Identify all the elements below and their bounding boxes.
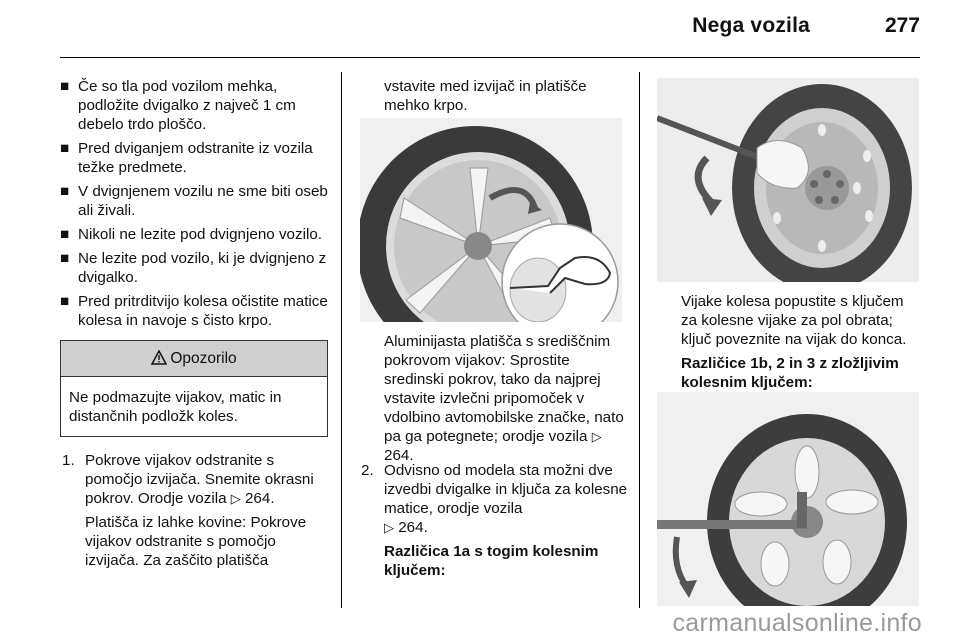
header-rule <box>60 57 920 58</box>
bullet-item: ■ V dvignjenem vozilu ne sme biti oseb ali živali. <box>60 183 328 219</box>
bullet-item: ■ Pred dviganjem odstranite iz vozila težke predmete. <box>60 140 313 176</box>
warning-header <box>61 341 327 377</box>
variant-1a-heading: Različica 1a s togim kolesnim ključem: <box>384 543 599 579</box>
step-2: 2. Odvisno od modela sta možni dve izvedbi dvigalke in ključa za kolesne matice, orodje vozila ▷ 264. <box>361 462 628 536</box>
bullet-item: ■ Pred pritrditvijo kolesa očistite matice kolesa in navoje s čisto krpo. <box>60 293 328 329</box>
column-2-step <box>359 461 629 585</box>
header-title: Nega vozila <box>692 14 810 37</box>
wheel-wrench-illustration <box>657 78 919 282</box>
warning-box <box>60 340 328 437</box>
bullet-item: ■ Ne lezite pod vozilo, ki je dvignjeno z dvigalko. <box>60 250 327 286</box>
warning-title: Opozorilo <box>170 350 237 367</box>
warning-triangle-icon <box>151 350 167 370</box>
page-ref-icon: ▷ <box>384 520 394 535</box>
bullet-item: ■ Nikoli ne lezite pod dvignjeno vozilo. <box>60 226 322 243</box>
column-divider-1 <box>341 72 342 608</box>
page-ref-icon: ▷ <box>591 429 602 444</box>
alloy-wheel-caption: Aluminijasta platišča s središčnim pokrovom vijakov: Sprostite sredinski pokrov, tako da najprej vstavite izvlečni pripomoček v vdolbino avtomobilske značke, nato pa ga potegnete; orodje vozila ▷ 264. <box>384 333 624 464</box>
page-number: 277 <box>884 14 920 37</box>
bullet-item: ■ Če so tla pod vozilom mehka, podložite dvigalko z največ 1 cm debelo trdo ploščo. <box>60 78 296 133</box>
column-divider-2 <box>639 72 640 608</box>
alloy-wheel-hubcap-illustration <box>360 118 622 322</box>
page-ref-icon: ▷ <box>230 491 241 506</box>
column-2-intro: vstavite med izvijač in platišče mehko krpo. <box>384 78 587 114</box>
wrench-caption: Vijake kolesa popustite s ključem za kolesne vijake za pol obrata; ključ poveznite na vijak do konca. Različice 1b, 2 in 3 z zložljivim kolesnim ključem: <box>681 292 921 392</box>
watermark: carmanualsonline.info <box>672 609 922 637</box>
variant-1b-2-3-heading: Različice 1b, 2 in 3 z zložljivim kolesnim ključem: <box>681 355 899 391</box>
column-1 <box>60 77 328 575</box>
folding-wrench-illustration <box>657 392 919 606</box>
step-1-paragraph: Platišča iz lahke kovine: Pokrove vijakov odstranite s pomočjo izvijača. Za zaščito platišča <box>85 514 307 569</box>
step-1: 1. Pokrove vijakov odstranite s pomočjo izvijača. Snemite okrasni pokrov. Orodje vozila ▷ 264. <box>62 452 314 507</box>
warning-body: Ne podmazujte vijakov, matic in distančnih podložk koles. <box>69 389 282 425</box>
